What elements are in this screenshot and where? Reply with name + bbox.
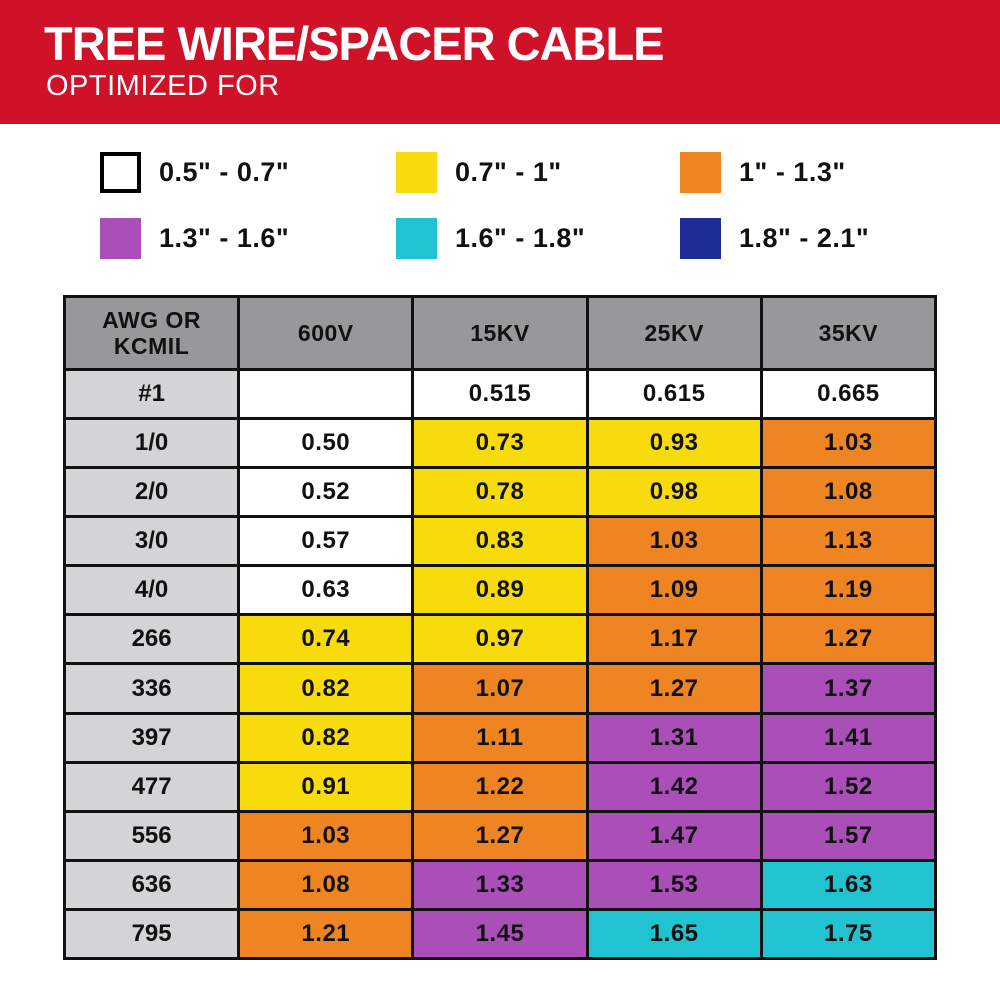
table-cell: 1.03 [587, 517, 761, 566]
legend-label: 0.7" - 1" [455, 157, 562, 187]
page-subtitle: OPTIMIZED FOR [46, 70, 280, 102]
table-cell: 0.665 [761, 370, 935, 419]
table-cell: 1.65 [587, 909, 761, 958]
yellow-swatch-icon [396, 152, 437, 193]
table-row [65, 909, 936, 958]
table-cell: 1.03 [761, 419, 935, 468]
table-cell: 1.47 [587, 811, 761, 860]
orange-swatch-icon [680, 152, 721, 193]
table-row [65, 811, 936, 860]
column-header-15kv: 15KV [413, 297, 587, 370]
table-body [65, 370, 936, 959]
navy-swatch-icon [680, 218, 721, 259]
size-legend [0, 124, 1000, 294]
table-cell: 1.63 [761, 860, 935, 909]
legend-label: 1" - 1.3" [739, 157, 846, 187]
table-cell: 1.45 [413, 909, 587, 958]
table-cell: 0.615 [587, 370, 761, 419]
column-header-35kv: 35KV [761, 297, 935, 370]
table-cell: 1.13 [761, 517, 935, 566]
table-cell [239, 370, 413, 419]
table-row [65, 468, 936, 517]
table-cell: 1.31 [587, 713, 761, 762]
row-label: 397 [65, 713, 239, 762]
row-label: 4/0 [65, 566, 239, 615]
table-row [65, 762, 936, 811]
table-cell: 1.27 [587, 664, 761, 713]
table-row [65, 566, 936, 615]
table-cell: 1.37 [761, 664, 935, 713]
table-cell: 1.09 [587, 566, 761, 615]
table-cell: 0.74 [239, 615, 413, 664]
table-cell: 1.03 [239, 811, 413, 860]
table-cell: 1.08 [239, 860, 413, 909]
legend-label: 1.6" - 1.8" [455, 223, 586, 253]
table-cell: 1.52 [761, 762, 935, 811]
table-cell: 0.52 [239, 468, 413, 517]
legend-label: 1.3" - 1.6" [159, 223, 290, 253]
table-cell: 1.57 [761, 811, 935, 860]
row-label: #1 [65, 370, 239, 419]
column-header-awg: AWG OR KCMIL [65, 297, 239, 370]
purple-swatch-icon [100, 218, 141, 259]
legend-label: 1.8" - 2.1" [739, 223, 870, 253]
table-row [65, 664, 936, 713]
cable-size-table [63, 295, 937, 960]
legend-item [396, 218, 585, 259]
table-cell: 1.17 [587, 615, 761, 664]
table-cell: 1.75 [761, 909, 935, 958]
table-cell: 0.89 [413, 566, 587, 615]
row-label: 266 [65, 615, 239, 664]
table-cell: 1.53 [587, 860, 761, 909]
table-cell: 1.21 [239, 909, 413, 958]
table-cell: 1.07 [413, 664, 587, 713]
table-cell: 0.91 [239, 762, 413, 811]
table-cell: 1.22 [413, 762, 587, 811]
table-cell: 0.82 [239, 664, 413, 713]
legend-item [100, 152, 289, 193]
white-swatch-icon [100, 152, 141, 193]
row-label: 3/0 [65, 517, 239, 566]
table-cell: 1.27 [761, 615, 935, 664]
column-header-600v: 600V [239, 297, 413, 370]
table-cell: 0.93 [587, 419, 761, 468]
legend-item [100, 218, 289, 259]
table-cell: 0.83 [413, 517, 587, 566]
legend-item [680, 152, 846, 193]
table-cell: 1.11 [413, 713, 587, 762]
table-cell: 0.515 [413, 370, 587, 419]
table-cell: 0.73 [413, 419, 587, 468]
table-cell: 0.50 [239, 419, 413, 468]
table-cell: 0.57 [239, 517, 413, 566]
teal-swatch-icon [396, 218, 437, 259]
table-header-row [65, 297, 936, 370]
table-cell: 1.19 [761, 566, 935, 615]
row-label: 556 [65, 811, 239, 860]
table-cell: 1.08 [761, 468, 935, 517]
table-header [65, 297, 936, 370]
legend-item [680, 218, 869, 259]
table-row [65, 419, 936, 468]
table-cell: 1.41 [761, 713, 935, 762]
legend-item [396, 152, 562, 193]
table-row [65, 615, 936, 664]
row-label: 1/0 [65, 419, 239, 468]
table-row [65, 517, 936, 566]
page-title: TREE WIRE/SPACER CABLE [44, 17, 664, 70]
table-row [65, 370, 936, 419]
table-row [65, 860, 936, 909]
row-label: 795 [65, 909, 239, 958]
row-label: 336 [65, 664, 239, 713]
table-row [65, 713, 936, 762]
header-banner [0, 0, 1000, 124]
table-cell: 1.27 [413, 811, 587, 860]
table-cell: 0.82 [239, 713, 413, 762]
row-label: 2/0 [65, 468, 239, 517]
legend-label: 0.5" - 0.7" [159, 157, 290, 187]
row-label: 477 [65, 762, 239, 811]
table-cell: 0.78 [413, 468, 587, 517]
table-cell: 0.98 [587, 468, 761, 517]
table-cell: 1.42 [587, 762, 761, 811]
column-header-25kv: 25KV [587, 297, 761, 370]
row-label: 636 [65, 860, 239, 909]
table-cell: 0.97 [413, 615, 587, 664]
table-cell: 1.33 [413, 860, 587, 909]
table-cell: 0.63 [239, 566, 413, 615]
